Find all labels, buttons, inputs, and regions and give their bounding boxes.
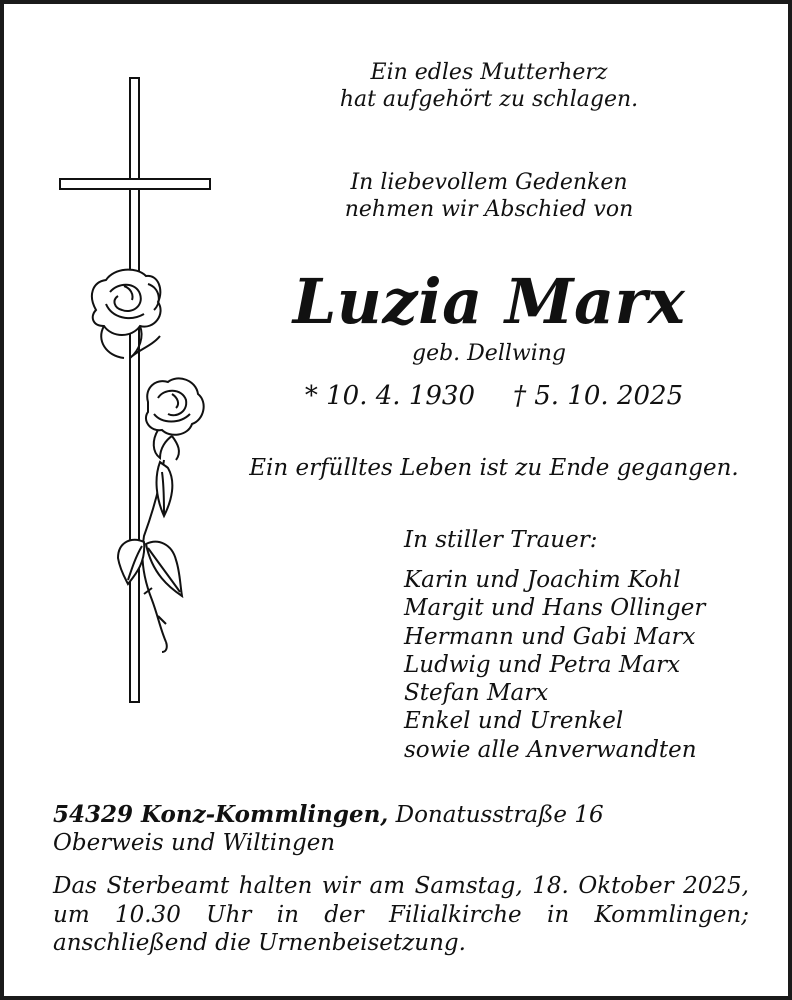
life-dates — [284, 380, 704, 412]
mourner-entry: Margit und Hans Ollinger — [404, 595, 706, 622]
mourner-entry: Ludwig und Petra Marx — [404, 651, 681, 678]
life-line: Ein erfülltes Leben ist zu Ende gegangen. — [249, 455, 739, 481]
mourner-entry: Karin und Joachim Kohl — [404, 567, 681, 593]
mourner-entry: Enkel und Urenkel — [404, 708, 624, 735]
address-city: 54329 Konz-Kommlingen, — [53, 801, 389, 828]
address-line — [53, 800, 604, 830]
intro-line-1: Ein edles Mutterherz — [370, 60, 608, 85]
intro-line-2: hat aufgehört zu schlagen. — [339, 87, 639, 112]
address-towns: Oberweis und Wiltingen — [53, 830, 336, 856]
mourner-entry: sowie alle Anverwandten — [404, 736, 697, 763]
death-date: † 5. 10. 2025 — [513, 381, 684, 411]
mourners-heading: In stiller Trauer: — [404, 527, 598, 553]
intro-line-3: In liebevollem Gedenken — [350, 170, 628, 195]
cross-with-roses-icon — [48, 68, 218, 718]
deceased-name: Luzia Marx — [292, 265, 686, 338]
maiden-name: geb. Dellwing — [411, 341, 567, 366]
mourner-entry: Hermann und Gabi Marx — [404, 623, 696, 650]
service-line-3: anschließend die Urnenbeisetzung. — [53, 930, 466, 956]
intro-line-4: nehmen wir Abschied von — [344, 197, 634, 222]
service-line-1: Das Sterbeamt halten wir am Samstag, 18. Oktober 2025, — [53, 873, 749, 899]
service-line-2: um 10.30 Uhr in der Filialkirche in Kommlingen; — [53, 901, 749, 928]
address-street: Donatusstraße 16 — [395, 802, 604, 828]
birth-date: * 10. 4. 1930 — [304, 381, 475, 411]
mourner-entry: Stefan Marx — [404, 680, 549, 707]
mourners-list — [404, 566, 705, 764]
service-notice — [53, 872, 749, 958]
